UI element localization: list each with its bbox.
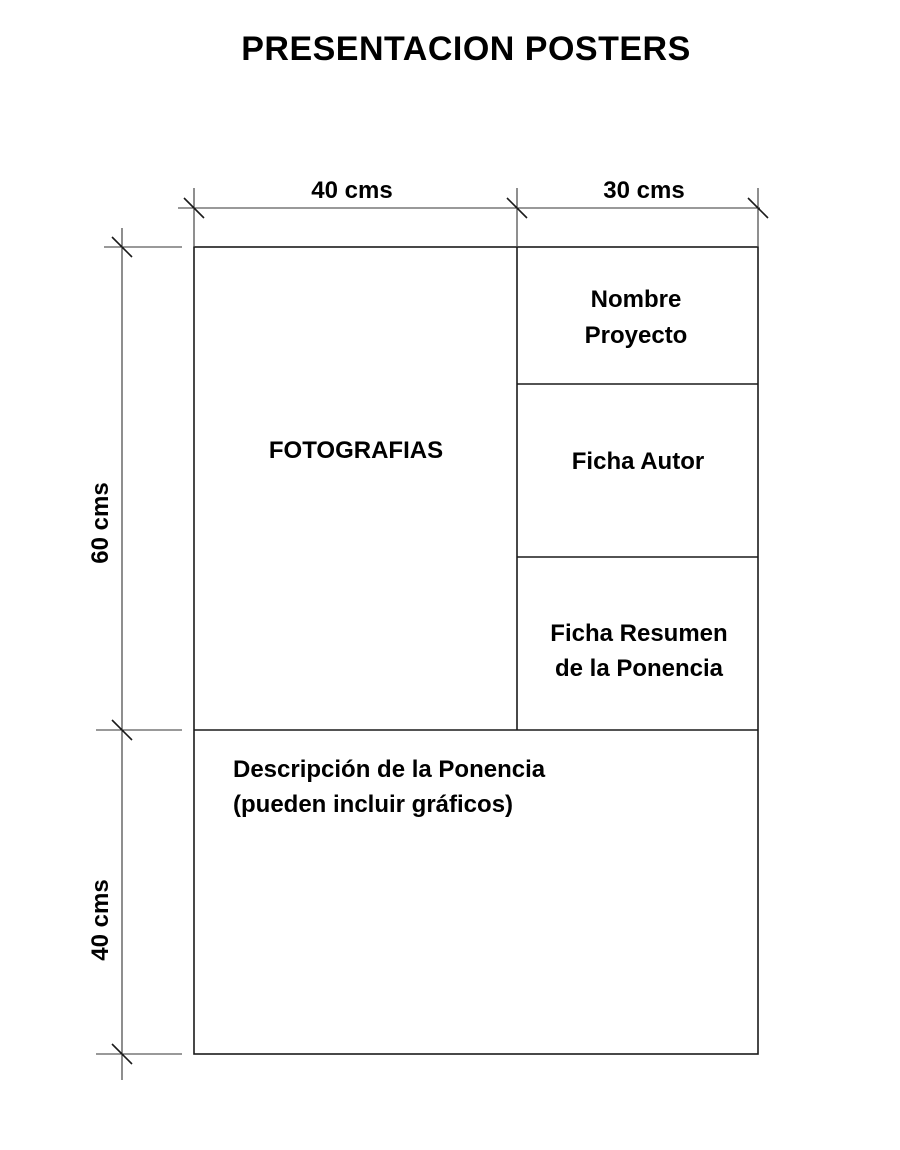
section-descripcion: [233, 756, 546, 818]
dimension-label-top-right: 30 cms: [603, 177, 685, 204]
dimension-label-left-upper: 60 cms: [87, 482, 114, 564]
section-nombre-proyecto-line-2: Proyecto: [584, 322, 688, 349]
section-ficha-resumen-line-1: Ficha Resumen: [550, 620, 728, 647]
dimension-label-left-lower: 40 cms: [87, 879, 114, 961]
poster-frame: [194, 247, 758, 1054]
section-descripcion-line-1: Descripción de la Ponencia: [233, 756, 546, 783]
page-title: PRESENTACION POSTERS: [241, 30, 691, 68]
section-descripcion-line-2: (pueden incluir gráficos): [233, 791, 514, 818]
section-fotografias: FOTOGRAFIAS: [268, 437, 444, 464]
section-ficha-resumen: [550, 620, 727, 682]
section-ficha-autor: Ficha Autor: [571, 448, 705, 475]
section-ficha-resumen-line-2: de la Ponencia: [554, 655, 724, 682]
section-nombre-proyecto-line-1: Nombre: [590, 286, 682, 313]
dimension-label-top-left: 40 cms: [311, 177, 393, 204]
section-nombre-proyecto: [585, 286, 688, 349]
